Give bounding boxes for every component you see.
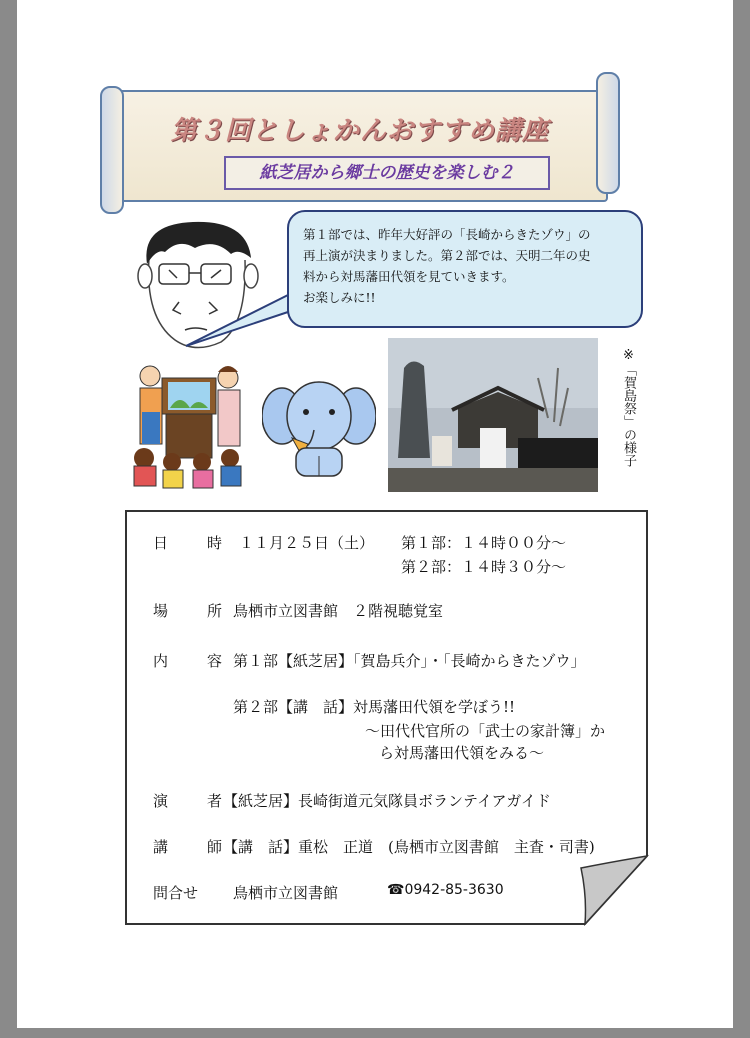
content-part2: 第２部【講 話】対馬藩田代領を学ぼう!! [233,698,516,716]
part1-time: 第１部：１４時００分～ [401,534,567,552]
speech-text [303,224,631,308]
gashima-festival-photo [388,338,598,492]
performer-label: 演 者 [153,792,235,810]
place-value: 鳥栖市立図書館 ２階視聴覚室 [233,602,444,620]
photo-caption: ※「賀島祭」の様子 [621,348,636,467]
speech-bubble [287,210,643,328]
scroll-roll-left [100,86,124,214]
part2-time: 第２部：１４時３０分～ [401,558,567,576]
elephant-illustration [262,376,376,480]
lecturer-label: 講 師 [153,838,235,856]
content-label: 内 容 [153,652,235,670]
speech-line-1: 第１部では、昨年大好評の「長崎からきたゾウ」の [303,227,591,242]
phone-number: ☎0942-85-3630 [387,882,504,898]
speech-line-3: 料から対馬藩田代領を見ていきます。 [303,269,515,284]
title-scroll-banner [100,72,620,210]
info-box-frame [125,510,649,926]
content-part2-sub2: ら対馬藩田代領をみる～ [379,744,545,762]
contact-label: 問合せ [153,884,199,902]
date-label: 日 時 [153,534,235,552]
date-value: １１月２５日（土） [239,534,375,552]
content-part1: 第１部【紙芝居】「賀島兵介」・「長崎からきたゾウ」 [233,652,586,670]
contact-value: 鳥栖市立図書館 [233,884,339,902]
kamishibai-illustration [128,362,252,492]
page-subtitle: 紙芝居から郷士の歴史を楽しむ２ [224,156,550,190]
event-info-box [125,510,649,926]
speech-bubble-tail [186,290,296,350]
speech-line-2: 再上演が決まりました。第２部では、天明二年の史 [303,248,591,263]
performer-value: 【紙芝居】長崎街道元気隊員ボランテイアガイド [223,792,551,810]
lecturer-value: 【講 話】重松 正道 (鳥栖市立図書館 主査・司書) [223,838,595,856]
content-part2-sub1: ～田代代官所の「武士の家計簿」か [365,722,606,740]
place-label: 場 所 [153,602,235,620]
page-title: 第３回としょかんおすすめ講座 [170,116,550,146]
speech-line-4: お楽しみに!! [303,290,376,305]
